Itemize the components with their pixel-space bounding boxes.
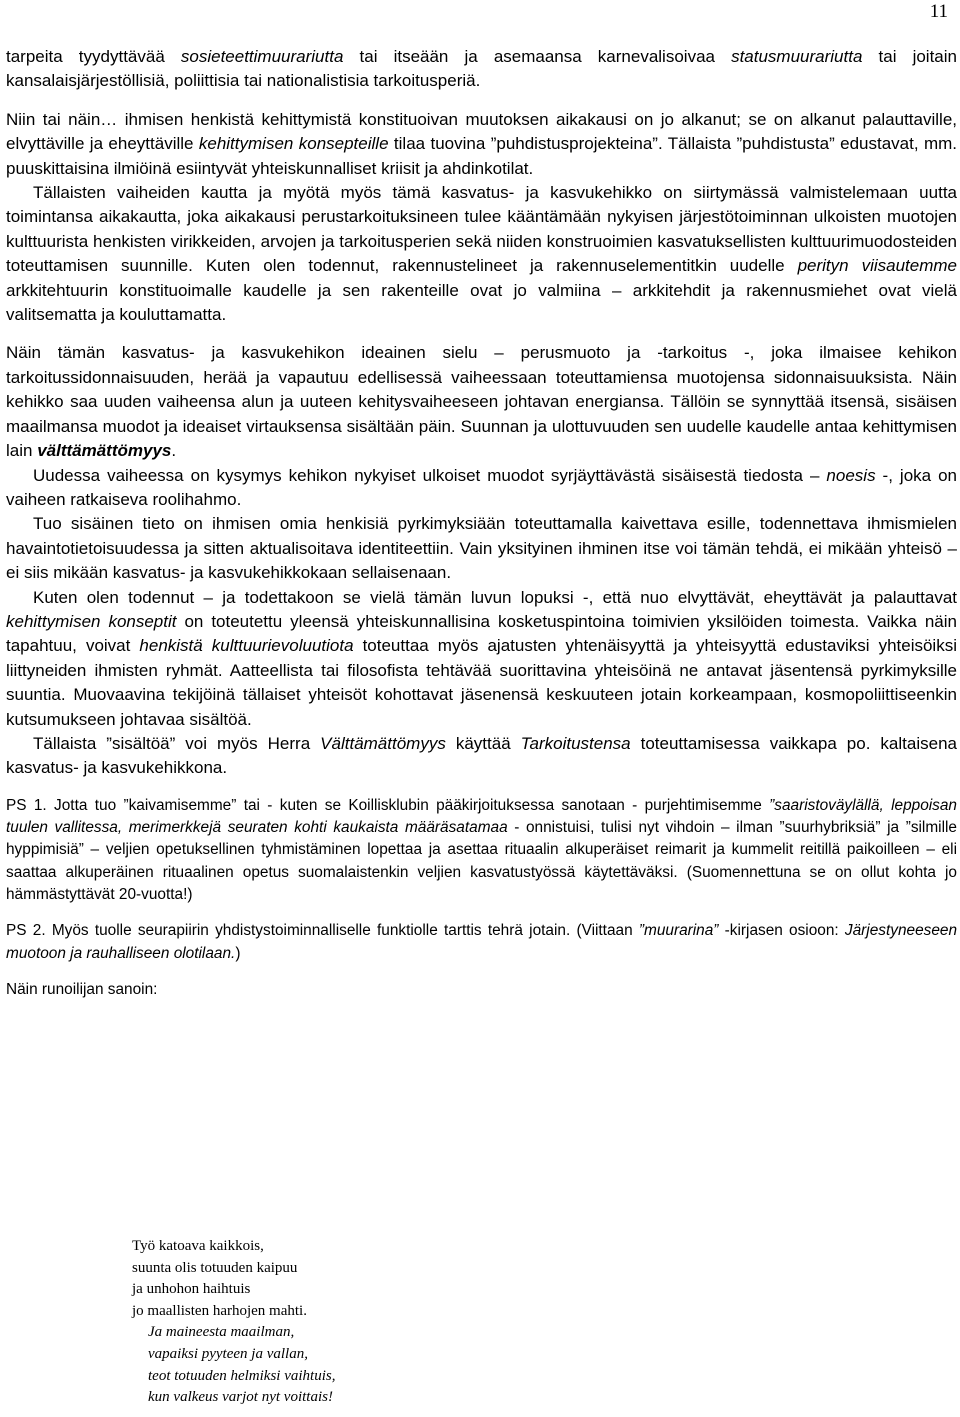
page-number: 11 (929, 1, 948, 22)
poem-line: jo maallisten harhojen mahti. (132, 1302, 307, 1319)
poem-intro: Näin runoilijan sanoin: (6, 980, 158, 998)
text-run: Näin tämän kasvatus- ja kasvukehikon ideainen sielu – perusmuoto ja -tarkoitus -, joka ilmaisee kehikon tarkoitussidonnaisuuden, herää ja vapautuu edellisessä vaiheessaan toteuttamiensa muotojensa sidonnaisuuksista. Näin kehikko saa uuden vaiheensa alun ja uuteen kehitysvaiheeseen johtavan energiansa. Tällöin se synnyttää itsensä, sisäisen maailmansa muodot ja ideaiset virtauksensa sisältään päin. Suunnan ja ulottuvuuden sen uudelle kaudelle antaa kehittymisen lain (6, 343, 957, 461)
text-run: . (171, 441, 177, 461)
poem-line: Työ katoava kaikkois, (132, 1238, 264, 1254)
text-run: Tällaisten vaiheiden kautta ja myötä myös tämä kasvatus- ja kasvukehikko on siirtymässä valmistelemaan uutta toimintansa aikakautta, joka aikakausi perustarkoituksineen tulee kääntämään nykyisen järjestötoiminnan ulkoisten muotojen kulttuurista henkisten virikkeiden, arvojen ja tarkoitusperien sekä niiden konstruoimien kasvatuksellisten kulttuurimuodosteiden toteuttamisen suunnille. Kuten olen todennut, rakennustelineet ja rakennuselementitkin uudelle (6, 183, 957, 276)
emphasis: ”muurarina” (638, 922, 719, 940)
body-text (6, 45, 957, 1001)
poem-line-italic: teot totuuden helmiksi vaihtuis, (148, 1367, 336, 1384)
text-run: on toteutettu yleensä yhteiskunnallisina kosketuspintoina toimivien yksilöiden toimesta. Vaikka näin tapahtuu, voivat (6, 611, 957, 656)
postscripts (6, 795, 957, 1001)
postscript-1 (6, 795, 957, 906)
emphasis: Tarkoitustensa (520, 733, 631, 753)
emphasis: välttämättömyys (37, 441, 172, 461)
text-run: -kirjasen osioon: (718, 922, 845, 940)
text-run: Niin tai näin… ihmisen henkistä kehittymistä konstituoivan muutoksen aikakausi on jo alkanut; se on alkanut palauttaville, elvyttäville ja eheyttäville (6, 109, 957, 154)
paragraph-6 (6, 512, 957, 585)
text-run: PS 2. Myös tuolle seurapiirin yhdistystoiminnalliselle funktiolle tarttis tehrä jotain. (Viittaan (6, 922, 639, 940)
emphasis: perityn viisautemme (797, 256, 957, 276)
poem-line-italic: vapaiksi pyyteen ja vallan, (148, 1345, 308, 1362)
text-run: tilaa tuovina ”puhdistusprojekteina”. Tällaista ”puhdistusta” edustavat, mm. puuskittaisina ilmiöinä esiintyvät yhteiskunnalliset kriisit ja ahdinkotilat. (6, 134, 958, 178)
emphasis: ”saaristoväylällä, leppoisan tuulen vallitessa, merimerkkejä seuraten kohti kaukaista määräsatamaa (6, 796, 957, 837)
emphasis: noesis (826, 465, 876, 485)
poem-line: ja unhohon haihtuis (132, 1281, 251, 1298)
poem (132, 1236, 335, 1409)
text-run: Uudessa vaiheessa on kysymys kehikon nykyiset ulkoiset muodot syrjäyttävästä sisäisestä tiedosta – (33, 465, 827, 485)
poem-line: suunta olis totuuden kaipuu (132, 1259, 298, 1276)
text-run: Tällaista ”sisältöä” voi myös Herra (33, 733, 321, 753)
paragraph-1 (6, 45, 957, 94)
paragraph-2 (6, 108, 957, 181)
emphasis: statusmuurariutta (731, 47, 863, 66)
emphasis: henkistä kulttuurievoluutiota (139, 636, 354, 656)
paragraph-4 (6, 341, 957, 463)
text-run: - onnistuisi, tulisi nyt vihdoin – ilman ”suurhybriksiä” ja ”silmille hyppimisiä” – veljien opetuksellinen tyhmistäminen lopettaa ja asettaa rituaalin alkuperäiset reimarit ja kummelit reitillä paikoilleen – eli saattaa alkuperäinen rituaalinen opetus suomalaistenkin veljien kasvatustyössä käytettäväksi. (Suomennettuna se on ollut kohta jo hämmästyttävät 20-vuotta!) (6, 819, 957, 903)
emphasis: kehittymisen konseptit (6, 611, 177, 631)
paragraph-8 (6, 732, 957, 781)
emphasis: kehittymisen konsepteille (198, 134, 389, 154)
text-run: toteuttamisessa vaikkapa po. kaltaisena kasvatus- ja kasvukehikkona. (6, 733, 957, 778)
poem-line-italic: Ja maineesta maailman, (148, 1324, 295, 1341)
emphasis: Välttämättömyys (320, 733, 446, 753)
emphasis: sosieteettimuurariutta (180, 47, 344, 66)
text-run: -, joka on vaiheen ratkaiseva roolihahmo. (6, 465, 957, 509)
postscript-2 (6, 920, 957, 965)
text-run: Tuo sisäinen tieto on ihmisen omia henkisiä pyrkimyksiään toteuttamalla kaivettava esille, todennettava ihmismielen havaintotietoisuudessa ja sitten aktualisoitava identiteettiin. Vain yksityinen ihminen itse voi tämän tehdä, ei mikään yhteisö – ei siis mikään kasvatus- ja kasvukehikkokaan sellaisenaan. (6, 514, 957, 583)
paragraph-3 (6, 181, 957, 327)
text-run: käyttää (445, 733, 521, 753)
text-run: toteuttaa myös ajatusten yhtenäisyyttä ja yhteisyyttä edustaviksi yhteisöiksi liittyneiden ihmisten ryhmät. Aatteellista tai filosofista tehtävää suorittavina yhteisöinä ne antavat jäsentensä pyrkimyksille suuntia. Muovaavina tekijöinä tällaiset yhteisöt kohottavat jäsenensä keskuuteen jotain korkeampaan, kosmopoliittiseenkin kutsumukseen johtavaa sisältöä. (6, 636, 957, 729)
text-run: ) (235, 944, 241, 962)
paragraph-5 (6, 464, 957, 513)
paragraph-7 (6, 586, 957, 732)
emphasis: Järjestyneeseen muotoon ja rauhalliseen olotilaan. (6, 922, 957, 962)
text-run: arkkitehtuurin konstituoimalle kaudelle ja sen rakenteille ovat jo valmiina – arkkitehdit ja rakennusmiehet ovat vielä valitsematta ja kouluttamatta. (6, 280, 957, 325)
text-run: tai joitain kansalaisjärjestöllisiä, poliittisia tai nationalistisia tarkoitusperiä. (6, 47, 957, 91)
text-run: Kuten olen todennut – ja todettakoon se vielä tämän luvun lopuksi -, että nuo elvyttävät, eheyttävät ja palauttavat (33, 587, 957, 607)
poem-line-italic: kun valkeus varjot nyt voittais! (148, 1389, 333, 1406)
text-run: PS 1. Jotta tuo ”kaivamisemme” tai - kuten se Koillisklubin pääkirjoituksessa sanotaan - purjehtimisemme (6, 796, 770, 814)
text-run: tarpeita tyydyttävää (6, 47, 181, 66)
text-run: tai itseään ja asemaansa karnevalisoivaa (343, 47, 732, 66)
